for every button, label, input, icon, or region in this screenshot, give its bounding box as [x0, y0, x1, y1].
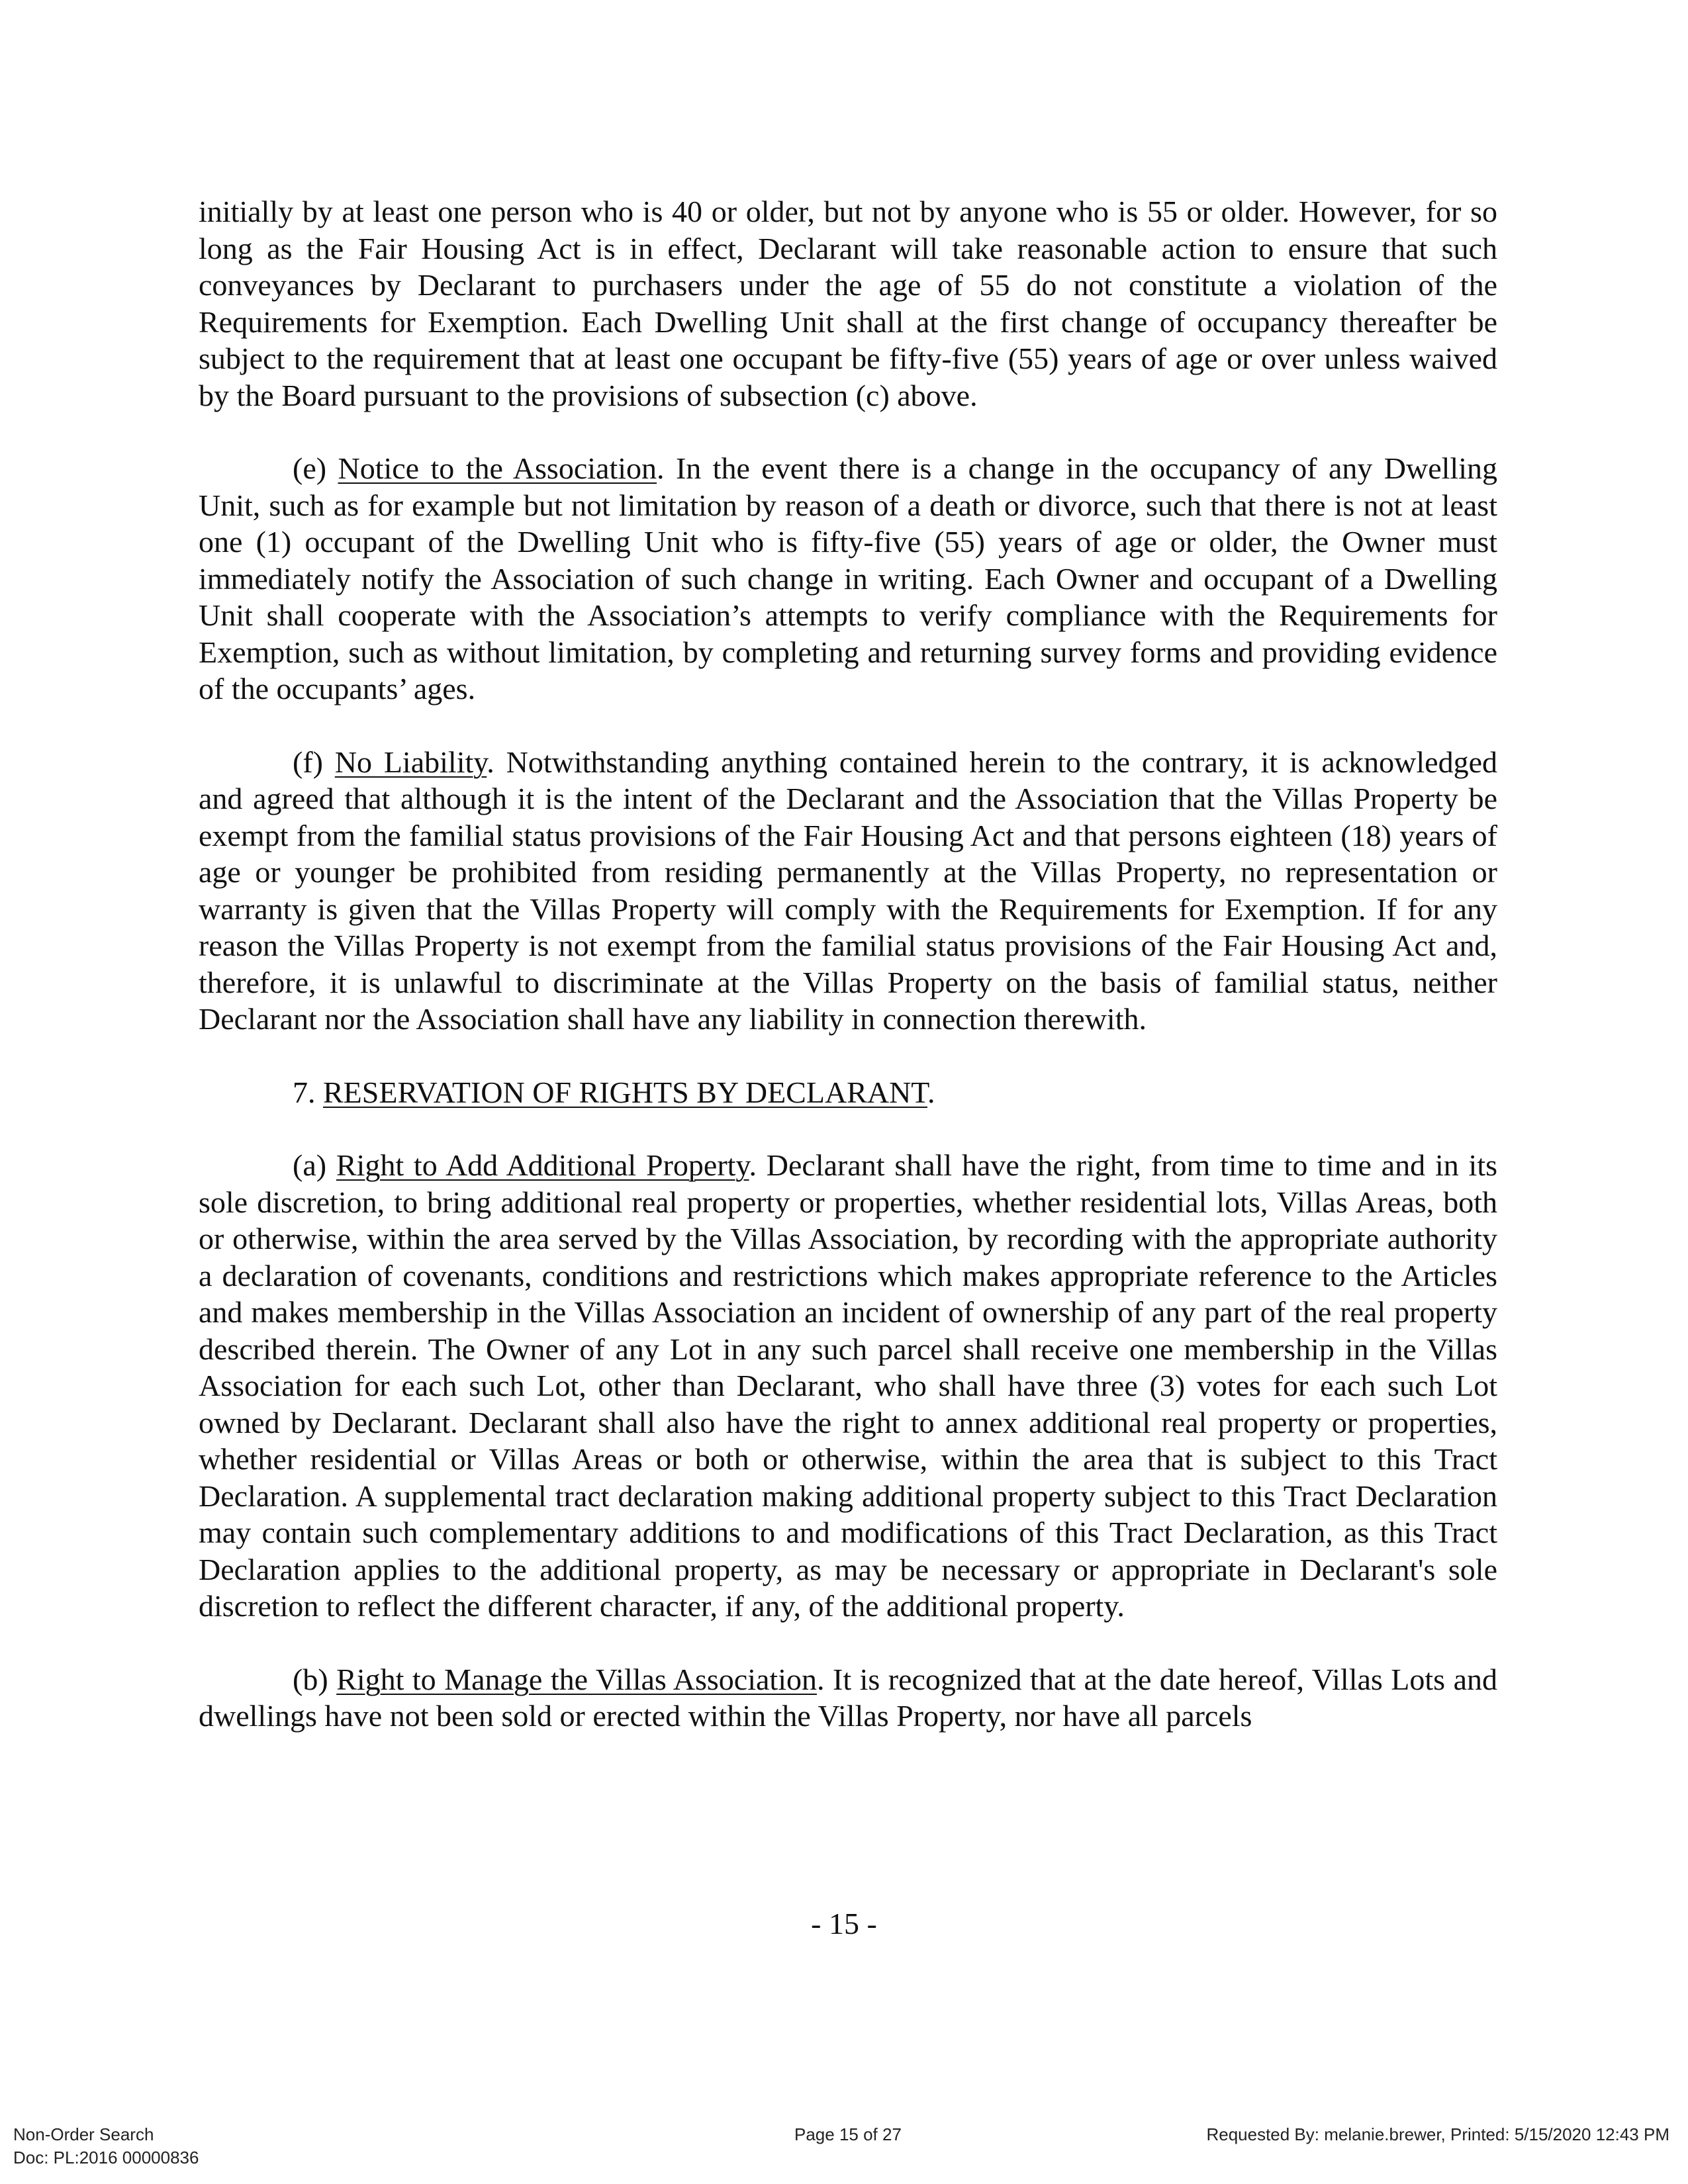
section-f-label: (f): [293, 745, 323, 779]
document-body: [199, 193, 1497, 1735]
section-7b-title: Right to Manage the Villas Association: [336, 1662, 817, 1696]
footer-search-type: Non-Order Search: [13, 2124, 154, 2144]
section-7b-label: (b): [293, 1662, 328, 1696]
section-f: (f) No Liability. Notwithstanding anything contained herein to the contrary, it is acknowledged and agreed that although it is the intent of the Declarant and the Association that the Villas Property be exempt from the familial status provisions of the Fair Housing Act and that persons eighteen (18) years of age or younger be prohibited from residing permanently at the Villas Property, no representation or warranty is given that the Villas Property will comply with the Requirements for Exemption. If for any reason the Villas Property is not exempt from the familial status provisions of the Fair Housing Act and, therefore, it is unlawful to discriminate at the Villas Property on the basis of familial status, neither Declarant nor the Association shall have any liability in connection therewith.: [199, 745, 1497, 1036]
section-7-number: 7.: [293, 1075, 316, 1109]
footer-page-count: Page 15 of 27: [794, 2124, 902, 2144]
section-7-heading: 7. RESERVATION OF RIGHTS BY DECLARANT.: [293, 1075, 935, 1109]
section-7a-title: Right to Add Additional Property: [336, 1148, 749, 1182]
section-e-label: (e): [293, 451, 327, 485]
section-7a: (a) Right to Add Additional Property. Declarant shall have the right, from time to time and in its sole discretion, to bring additional real property or properties, whether residential lots, Villas Areas, both or otherwise, within the area served by the Villas Association, by recording with the appropriate authority a declaration of covenants, conditions and restrictions which makes appropriate reference to the Articles and makes membership in the Villas Association an incident of ownership of any part of the real property described therein. The Owner of any Lot in any such parcel shall receive one membership in the Villas Association for each such Lot, other than Declarant, who shall have three (3) votes for each such Lot owned by Declarant. Declarant shall also have the right to annex additional real property or properties, whether residential or Villas Areas or both or otherwise, within the area that is subject to this Tract Declaration. A supplemental tract declaration making additional property subject to this Tract Declaration may contain such complementary additions to and modifications of this Tract Declaration, as this Tract Declaration applies to the additional property, as may be necessary or appropriate in Declarant's sole discretion to reflect the different character, if any, of the additional property.: [199, 1148, 1498, 1623]
section-7a-label: (a): [293, 1148, 327, 1182]
section-e-body: In the event there is a change in the occupancy of any Dwelling Unit, such as for example but not limitation by reason of a death or divorce, such that there is not at least one (1) occupant of the Dwelling Unit who is fifty-five (55) years of age or older, the Owner must immediately notify the Association of such change in writing. Each Owner and occupant of a Dwelling Unit shall cooperate with the Association’s attempts to verify compliance with the Requirements for Exemption, such as without limitation, by completing and returning survey forms and providing evidence of the occupants’ ages.: [199, 451, 1497, 705]
section-e-title: Notice to the Association: [338, 451, 657, 485]
section-7-title: RESERVATION OF RIGHTS BY DECLARANT: [323, 1075, 927, 1109]
section-7b: (b) Right to Manage the Villas Association. It is recognized that at the date hereof, Villas Lots and dwellings have not been sold or erected within the Villas Property, nor have all parcels: [199, 1662, 1498, 1733]
page-number: - 15 -: [811, 1907, 877, 1940]
section-7b-body: It is recognized that at the date hereof, Villas Lots and dwellings have not been sold or erected within the Villas Property, nor have all parcels: [199, 1662, 1498, 1733]
section-e: (e) Notice to the Association. In the event there is a change in the occupancy of any Dwelling Unit, such as for example but not limitation by reason of a death or divorce, such that there is not at least one (1) occupant of the Dwelling Unit who is fifty-five (55) years of age or older, the Owner must immediately notify the Association of such change in writing. Each Owner and occupant of a Dwelling Unit shall cooperate with the Association’s attempts to verify compliance with the Requirements for Exemption, such as without limitation, by completing and returning survey forms and providing evidence of the occupants’ ages.: [199, 451, 1497, 705]
footer-doc-id: Doc: PL:2016 00000836: [13, 2148, 199, 2167]
footer-requested-by: Requested By: melanie.brewer, Printed: 5/15/2020 12:43 PM: [1206, 2124, 1669, 2144]
section-f-title: No Liability: [334, 745, 487, 779]
paragraph-continued: initially by at least one person who is 40 or older, but not by anyone who is 55 or older. However, for so long as the Fair Housing Act is in effect, Declarant will take reasonable action to ensure that such conveyances by Declarant to purchasers under the age of 55 do not constitute a violation of the Requirements for Exemption. Each Dwelling Unit shall at the first change of occupancy thereafter be subject to the requirement that at least one occupant be fifty-five (55) years of age or over unless waived by the Board pursuant to the provisions of subsection (c) above.: [199, 195, 1497, 412]
section-7a-body: Declarant shall have the right, from time to time and in its sole discretion, to bring additional real property or properties, whether residential lots, Villas Areas, both or otherwise, within the area served by the Villas Association, by recording with the appropriate authority a declaration of covenants, conditions and restrictions which makes appropriate reference to the Articles and makes membership in the Villas Association an incident of ownership of any part of the real property described therein. The Owner of any Lot in any such parcel shall receive one membership in the Villas Association for each such Lot, other than Declarant, who shall have three (3) votes for each such Lot owned by Declarant. Declarant shall also have the right to annex additional real property or properties, whether residential or Villas Areas or both or otherwise, within the area that is subject to this Tract Declaration. A supplemental tract declaration making additional property subject to this Tract Declaration may contain such complementary additions to and modifications of this Tract Declaration, as this Tract Declaration applies to the additional property, as may be necessary or appropriate in Declarant's sole discretion to reflect the different character, if any, of the additional property.: [199, 1148, 1498, 1623]
section-f-body: Notwithstanding anything contained herein to the contrary, it is acknowledged and agreed that although it is the intent of the Declarant and the Association that the Villas Property be exempt from the familial status provisions of the Fair Housing Act and that persons eighteen (18) years of age or younger be prohibited from residing permanently at the Villas Property, no representation or warranty is given that the Villas Property will comply with the Requirements for Exemption. If for any reason the Villas Property is not exempt from the familial status provisions of the Fair Housing Act and, therefore, it is unlawful to discriminate at the Villas Property on the basis of familial status, neither Declarant nor the Association shall have any liability in connection therewith.: [199, 745, 1497, 1036]
